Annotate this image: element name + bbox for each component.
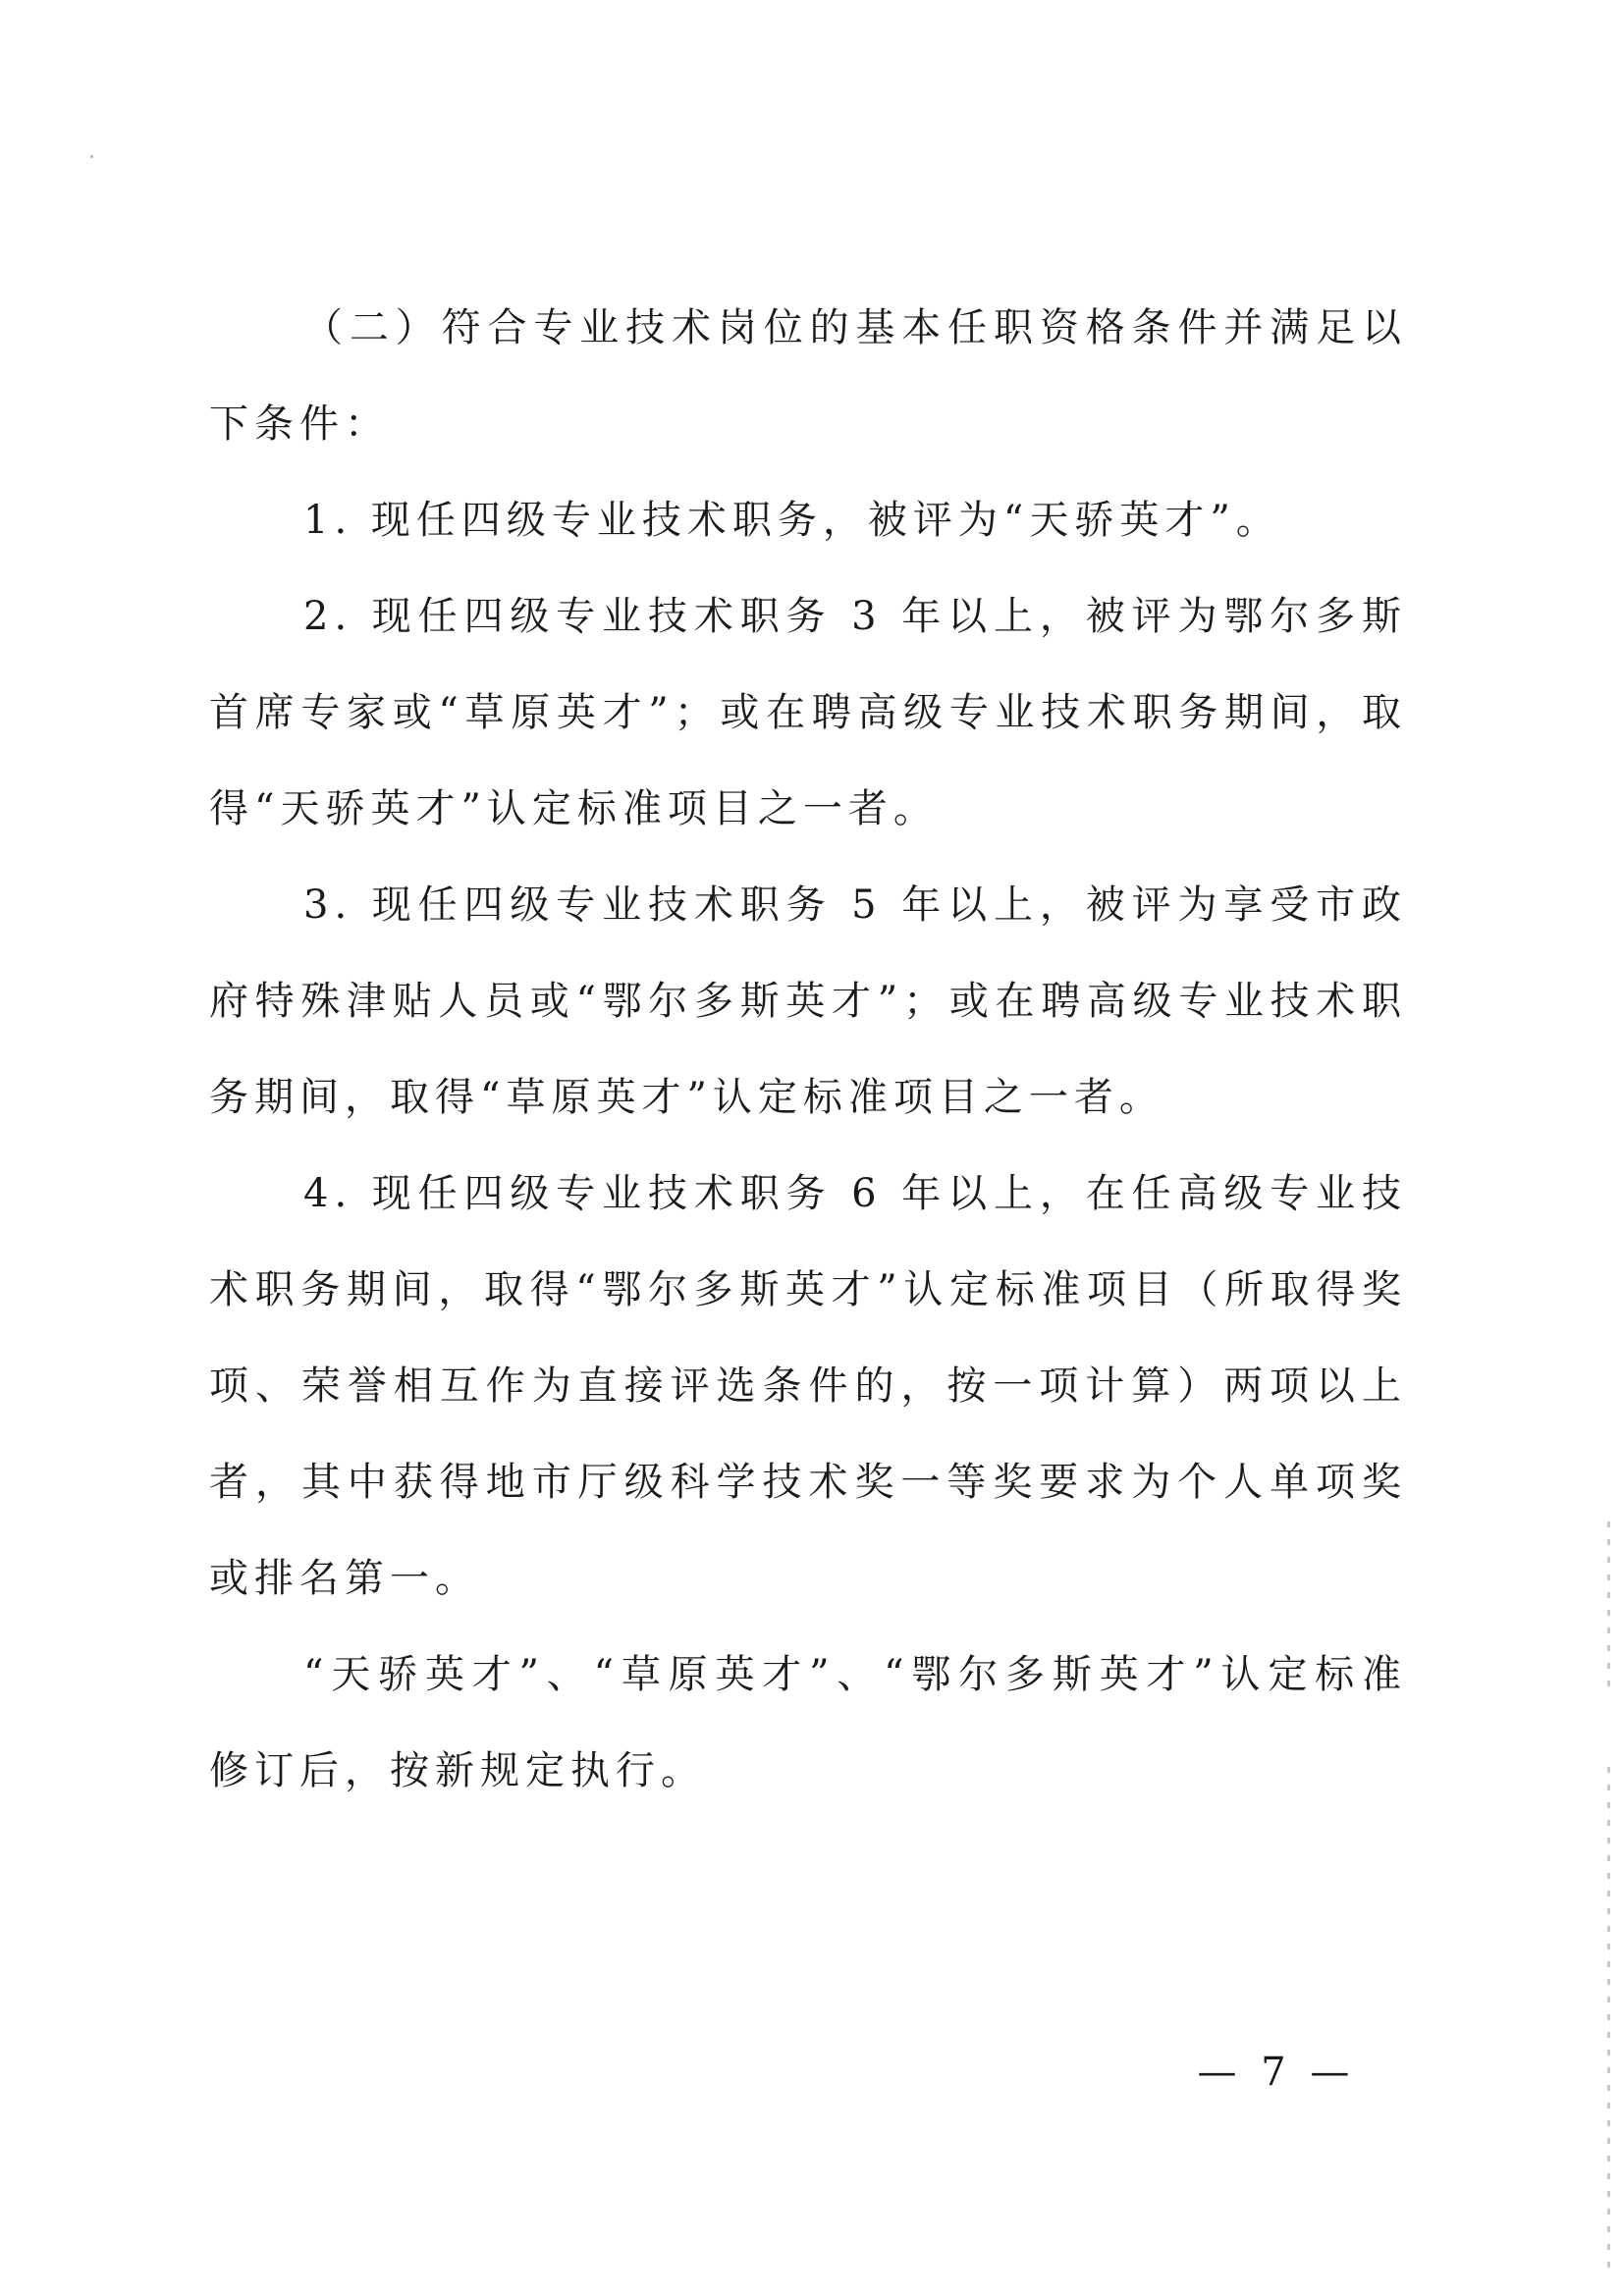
revision-note-paragraph: “天骄英才”、“草原英才”、“鄂尔多斯英才”认定标准修订后，按新规定执行。 (209, 1652, 1407, 1793)
page-number: — 7 — (1197, 2050, 1356, 2095)
scan-speck (90, 155, 93, 158)
document-body (209, 280, 1407, 1819)
scan-edge-artifact (1607, 1767, 1610, 2277)
scan-edge-artifact (1607, 1522, 1610, 1688)
condition-3-paragraph: 3. 现任四级专业技术职务 5 年以上，被评为享受市政府特殊津贴人员或“鄂尔多斯英才”；或在聘高级专业技术职务期间，取得“草原英才”认定标准项目之一者。 (209, 882, 1407, 1120)
condition-4-paragraph: 4. 现任四级专业技术职务 6 年以上，在任高级专业技术职务期间，取得“鄂尔多斯英才”认定标准项目（所取得奖项、荣誉相互作为直接评选条件的，按一项计算）两项以上者，其中获得地市厅级科学技术奖一等奖要求为个人单项奖或排名第一。 (209, 1171, 1407, 1601)
section-heading-paragraph: （二）符合专业技术岗位的基本任职资格条件并满足以下条件： (209, 305, 1407, 447)
condition-2-paragraph: 2. 现任四级专业技术职务 3 年以上，被评为鄂尔多斯首席专家或“草原英才”；或在聘高级专业技术职务期间，取得“天骄英才”认定标准项目之一者。 (209, 594, 1407, 831)
condition-1-paragraph: 1. 现任四级专业技术职务，被评为“天骄英才”。 (303, 498, 1281, 543)
